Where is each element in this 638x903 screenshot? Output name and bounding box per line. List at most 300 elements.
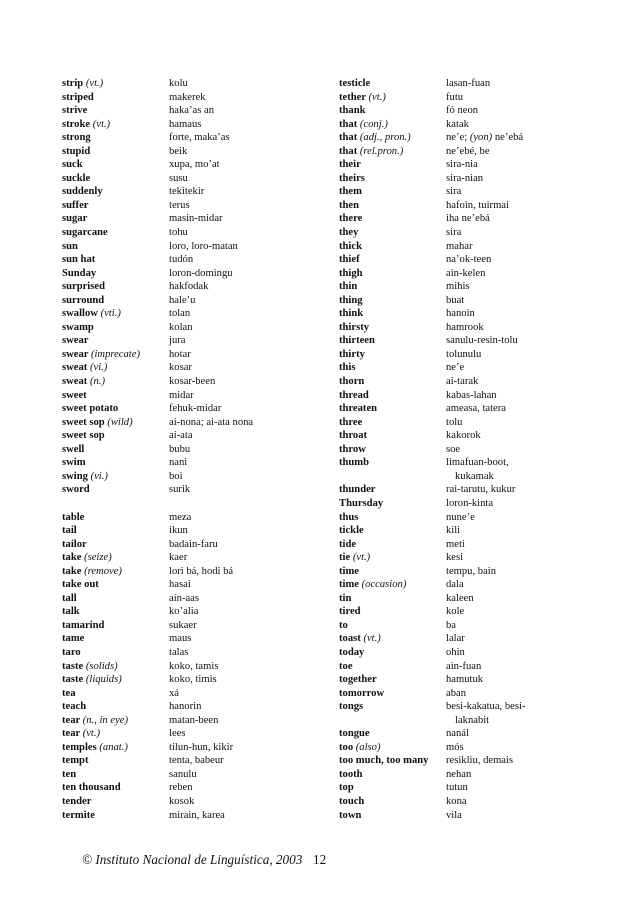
english-headword: [62, 741, 169, 755]
dictionary-entry: [339, 700, 599, 727]
english-headword: [339, 429, 446, 443]
english-headword: [62, 361, 169, 375]
headword-text: striped: [62, 91, 94, 103]
english-headword: [62, 700, 169, 714]
headword-text: suckle: [62, 172, 91, 184]
translation-text: sira-nian: [446, 172, 484, 184]
headword-text: sword: [62, 484, 90, 496]
tetum-translation: [446, 578, 599, 592]
dictionary-entry: [339, 321, 599, 335]
dictionary-entry: [62, 77, 320, 91]
tetum-translation: [169, 483, 320, 497]
dictionary-entry: [339, 118, 599, 132]
dictionary-entry: [339, 605, 599, 619]
tetum-translation: [446, 754, 599, 768]
headword-text: swallow: [62, 308, 98, 320]
dictionary-entry: [339, 809, 599, 823]
english-headword: [339, 334, 446, 348]
tetum-translation: [169, 104, 320, 118]
dictionary-entry: [339, 348, 599, 362]
headword-text: taste: [62, 674, 84, 686]
tetum-translation: [169, 199, 320, 213]
dictionary-entry: [339, 511, 599, 525]
translation-text: hale’u: [169, 294, 196, 306]
english-headword: [339, 443, 446, 457]
english-headword: [62, 727, 169, 741]
tetum-translation: [446, 795, 599, 809]
english-headword: [339, 646, 446, 660]
tetum-translation: [446, 497, 599, 511]
tetum-translation: [169, 402, 320, 416]
tetum-translation: [446, 307, 599, 321]
headword-text: town: [339, 809, 362, 821]
headword-text: thief: [339, 254, 360, 266]
translation-text: kili: [446, 525, 461, 537]
english-headword: [339, 226, 446, 240]
headword-text: sun hat: [62, 254, 96, 266]
tetum-translation: [169, 443, 320, 457]
grammar-note: (imprecate): [90, 348, 140, 360]
headword-text: swim: [62, 457, 86, 469]
translation-text: xá: [169, 687, 179, 699]
headword-text: sweat: [62, 362, 88, 374]
tetum-translation: [169, 619, 320, 633]
english-headword: [339, 754, 446, 768]
tetum-translation: [169, 632, 320, 646]
headword-text: table: [62, 511, 85, 523]
headword-text: thing: [339, 294, 363, 306]
grammar-note: (n.): [89, 376, 105, 388]
headword-text: time: [339, 579, 359, 591]
tetum-translation: [446, 619, 599, 633]
grammar-note: (vt.): [368, 91, 386, 103]
tetum-translation: [169, 185, 320, 199]
dictionary-entry: [339, 781, 599, 795]
headword-text: strong: [62, 132, 91, 144]
dictionary-entry: [339, 795, 599, 809]
translation-text: ai-ata: [169, 430, 193, 442]
tetum-translation: [169, 497, 320, 511]
headword-text: teach: [62, 701, 87, 713]
dictionary-entry: [62, 321, 320, 335]
translation-text: terus: [169, 199, 190, 211]
translation-text: kabas-lahan: [446, 389, 497, 401]
translation-text: ikun: [169, 525, 188, 537]
tetum-translation: [169, 91, 320, 105]
translation-text: ain-kelen: [446, 267, 486, 279]
dictionary-entry: [339, 592, 599, 606]
dictionary-entry: [339, 565, 599, 579]
english-headword: [339, 294, 446, 308]
translation-text: nanál: [446, 728, 469, 740]
translation-text: badain-faru: [169, 538, 218, 550]
english-headword: [62, 280, 169, 294]
english-headword: [62, 91, 169, 105]
english-headword: [62, 267, 169, 281]
headword-text: thank: [339, 105, 366, 117]
english-headword: [339, 687, 446, 701]
english-headword: [62, 592, 169, 606]
translation-text: hakfodak: [169, 281, 209, 293]
headword-text: throat: [339, 430, 368, 442]
dictionary-entry: [62, 551, 320, 565]
dictionary-entry: [339, 524, 599, 538]
english-headword: [339, 240, 446, 254]
translation-text: tolan: [169, 308, 191, 320]
dictionary-entry: [339, 131, 599, 145]
english-headword: [339, 524, 446, 538]
english-headword: [62, 118, 169, 132]
dictionary-entry: [62, 91, 320, 105]
tetum-translation: [169, 240, 320, 254]
translation-text: lori bá, hodi bá: [169, 565, 234, 577]
headword-text: toe: [339, 660, 353, 672]
grammar-note: (anat.): [99, 741, 128, 753]
headword-text: them: [339, 186, 362, 198]
english-headword: [62, 795, 169, 809]
english-headword: [339, 483, 446, 497]
english-headword: [62, 253, 169, 267]
headword-text: tin: [339, 592, 352, 604]
english-headword: [62, 632, 169, 646]
headword-text: that: [339, 145, 358, 157]
translation-text: soe: [446, 443, 461, 455]
tetum-translation: [169, 212, 320, 226]
dictionary-entry: [62, 497, 320, 511]
headword-text: tongs: [339, 701, 364, 713]
tetum-translation: [446, 673, 599, 687]
headword-text: tame: [62, 633, 85, 645]
english-headword: [339, 348, 446, 362]
english-headword: [62, 199, 169, 213]
dictionary-entry: [62, 456, 320, 470]
tetum-translation: [446, 768, 599, 782]
tetum-translation: [446, 443, 599, 457]
headword-text: threaten: [339, 403, 378, 415]
headword-text: to: [339, 619, 348, 631]
headword-text: tail: [62, 525, 77, 537]
dictionary-entry: [339, 212, 599, 226]
tetum-translation: [446, 145, 599, 159]
dictionary-entry: [62, 592, 320, 606]
tetum-translation: [169, 781, 320, 795]
dictionary-entry: [339, 443, 599, 457]
dictionary-entry: [62, 511, 320, 525]
tetum-translation: [446, 483, 599, 497]
headword-text: three: [339, 416, 363, 428]
dictionary-entry: [62, 334, 320, 348]
translation-text: jura: [169, 335, 186, 347]
headword-text: tempt: [62, 755, 89, 767]
tetum-translation: [446, 212, 599, 226]
tetum-translation: [446, 727, 599, 741]
translation-text: lalar: [446, 633, 465, 645]
headword-text: ten: [62, 768, 77, 780]
tetum-translation: [169, 226, 320, 240]
headword-text: toast: [339, 633, 361, 645]
english-headword: [339, 375, 446, 389]
tetum-translation: [446, 700, 599, 727]
translation-text: fehuk-midar: [169, 403, 222, 415]
english-headword: [339, 565, 446, 579]
headword-text: take: [62, 552, 82, 564]
dictionary-entry: [339, 768, 599, 782]
grammar-note: (liquids): [85, 674, 122, 686]
headword-text: too: [339, 741, 354, 753]
tetum-translation: [446, 199, 599, 213]
english-headword: [62, 578, 169, 592]
translation-text: tolu: [446, 416, 463, 428]
dictionary-entry: [339, 497, 599, 511]
tetum-translation: [446, 375, 599, 389]
headword-text: Sunday: [62, 267, 97, 279]
tetum-translation: [169, 565, 320, 579]
dictionary-entry: [339, 646, 599, 660]
dictionary-entry: [62, 172, 320, 186]
translation-text: boi: [169, 470, 183, 482]
dictionary-entry: [62, 185, 320, 199]
translation-text: aban: [446, 687, 466, 699]
dictionary-entry: [339, 91, 599, 105]
dictionary-entry: [339, 687, 599, 701]
headword-text: they: [339, 227, 359, 239]
tetum-translation: [446, 781, 599, 795]
translation-text: ne’ebé, be: [446, 145, 490, 157]
translation-text: dala: [446, 579, 464, 591]
grammar-note: (n., in eye): [82, 714, 128, 726]
dictionary-entry: [339, 185, 599, 199]
dictionary-entry: [339, 199, 599, 213]
grammar-note: (vt.): [85, 78, 104, 89]
english-headword: [339, 402, 446, 416]
dictionary-entry: [339, 158, 599, 172]
dictionary-entry: [62, 578, 320, 592]
grammar-note: (adj., pron.): [359, 132, 411, 144]
headword-text: sugarcane: [62, 227, 108, 239]
english-headword: [339, 321, 446, 335]
translation-text: sira: [446, 186, 462, 198]
headword-text: swing: [62, 470, 88, 482]
headword-text: ten thousand: [62, 782, 121, 794]
grammar-note: (vti.): [100, 308, 121, 320]
translation-text: kolu: [169, 78, 188, 89]
translation-text: buat: [446, 294, 465, 306]
headword-text: top: [339, 782, 354, 794]
tetum-translation: [446, 267, 599, 281]
headword-text: thirteen: [339, 335, 375, 347]
headword-text: termite: [62, 809, 95, 821]
dictionary-entry: [62, 294, 320, 308]
dictionary-entry: [339, 456, 599, 483]
translation-text: limafuan-boot,: [446, 457, 509, 469]
translation-text: lasan-fuan: [446, 78, 491, 89]
headword-text: thread: [339, 389, 369, 401]
tetum-translation: [446, 361, 599, 375]
english-headword: [62, 185, 169, 199]
tetum-translation: [169, 646, 320, 660]
translation-text: tudón: [169, 254, 194, 266]
translation-text: sira-nia: [446, 159, 478, 171]
english-headword: [62, 158, 169, 172]
tetum-translation: [169, 511, 320, 525]
translation-text: lees: [169, 728, 186, 740]
headword-text: tomorrow: [339, 687, 385, 699]
headword-text: testicle: [339, 78, 371, 89]
dictionary-entry: [339, 307, 599, 321]
headword-text: that: [339, 118, 358, 130]
translation-text: futu: [446, 91, 464, 103]
tetum-translation: [169, 429, 320, 443]
tetum-translation: [169, 348, 320, 362]
translation-text: ohin: [446, 646, 465, 658]
english-headword: [62, 334, 169, 348]
english-headword: [62, 212, 169, 226]
headword-text: swear: [62, 335, 89, 347]
tetum-translation: [446, 158, 599, 172]
headword-text: tongue: [339, 728, 370, 740]
headword-text: tear: [62, 714, 81, 726]
headword-text: surround: [62, 294, 105, 306]
dictionary-entry: [339, 660, 599, 674]
translation-text: matan-been: [169, 714, 219, 726]
dictionary-entry: [62, 158, 320, 172]
tetum-translation: [446, 240, 599, 254]
dictionary-entry: [62, 118, 320, 132]
dictionary-entry: [62, 727, 320, 741]
dictionary-entry: [339, 375, 599, 389]
tetum-translation: [169, 768, 320, 782]
english-headword: [62, 619, 169, 633]
headword-text: together: [339, 674, 377, 686]
dictionary-entry: [62, 524, 320, 538]
translation-text: koko, tamis: [169, 660, 219, 672]
english-headword: [339, 660, 446, 674]
dictionary-entry: [62, 389, 320, 403]
dictionary-entry: [62, 809, 320, 823]
english-headword: [339, 267, 446, 281]
english-headword: [339, 700, 446, 727]
tetum-translation: [169, 687, 320, 701]
grammar-note: (yon): [469, 132, 493, 144]
headword-text: thirty: [339, 348, 365, 360]
translation-text: kesi: [446, 552, 464, 564]
translation-text: tekitekir: [169, 186, 205, 198]
headword-text: tide: [339, 538, 357, 550]
english-headword: [339, 727, 446, 741]
english-headword: [339, 361, 446, 375]
grammar-note: (rel.pron.): [359, 145, 404, 157]
headword-text: talk: [62, 606, 80, 618]
dictionary-entry: [62, 226, 320, 240]
english-headword: [62, 551, 169, 565]
headword-text: time: [339, 565, 359, 577]
dictionary-entry: [62, 768, 320, 782]
dictionary-entry: [339, 551, 599, 565]
dictionary-entry: [339, 280, 599, 294]
tetum-translation: [446, 605, 599, 619]
tetum-translation: [446, 389, 599, 403]
tetum-translation: [446, 402, 599, 416]
english-headword: [62, 375, 169, 389]
headword-text: Thursday: [339, 497, 384, 509]
english-headword: [62, 307, 169, 321]
dictionary-entry: [339, 727, 599, 741]
tetum-translation: [169, 795, 320, 809]
english-headword: [62, 456, 169, 470]
dictionary-entry: [62, 240, 320, 254]
dictionary-entry: [62, 131, 320, 145]
translation-text: kaer: [169, 552, 188, 564]
english-headword: [62, 605, 169, 619]
tetum-translation: [446, 280, 599, 294]
english-headword: [339, 795, 446, 809]
headword-text: there: [339, 213, 363, 225]
translation-text: hamaus: [169, 118, 202, 130]
translation-text: ai-tarak: [446, 376, 479, 388]
translation-text: sanulu-resin-tolu: [446, 335, 518, 347]
translation-text: meti: [446, 538, 465, 550]
translation-text: sukaer: [169, 619, 197, 631]
english-headword: [339, 389, 446, 403]
tetum-translation: [446, 538, 599, 552]
headword-text: suffer: [62, 199, 89, 211]
dictionary-entry: [339, 402, 599, 416]
translation-text: kole: [446, 606, 465, 618]
english-headword: [62, 754, 169, 768]
translation-text: ain-fuan: [446, 660, 482, 672]
tetum-translation: [446, 565, 599, 579]
translation-text: ai-nona; ai-ata nona: [169, 416, 254, 428]
tetum-translation: [446, 429, 599, 443]
english-headword: [339, 632, 446, 646]
translation-text: mós: [446, 741, 464, 753]
dictionary-entry: [339, 619, 599, 633]
headword-text: sweet sop: [62, 416, 105, 428]
headword-text: sweet sop: [62, 430, 105, 442]
english-headword: [339, 741, 446, 755]
english-headword: [62, 104, 169, 118]
translation-text: nehan: [446, 768, 472, 780]
english-headword: [62, 497, 169, 511]
english-headword: [339, 118, 446, 132]
page-number: 12: [313, 852, 327, 867]
translation-text: iha ne’ebá: [446, 213, 490, 225]
dictionary-entry: [62, 361, 320, 375]
translation-text: nani: [169, 457, 188, 469]
footer-copyright: © Instituto Nacional de Linguística, 2003: [82, 852, 303, 867]
english-headword: [339, 172, 446, 186]
english-headword: [62, 768, 169, 782]
headword-text: tether: [339, 91, 366, 103]
headword-text: sweat: [62, 376, 88, 388]
dictionary-entry: [62, 267, 320, 281]
tetum-translation: [446, 524, 599, 538]
headword-text: taste: [62, 660, 84, 672]
tetum-translation: [446, 660, 599, 674]
tetum-translation: [169, 375, 320, 389]
translation-text: ameasa, tatera: [446, 403, 506, 415]
tetum-translation: [446, 456, 599, 483]
translation-text: sira: [446, 227, 462, 239]
grammar-note: (vt.): [352, 552, 371, 564]
dictionary-entry: [339, 673, 599, 687]
translation-text: tenta, babeur: [169, 755, 224, 767]
translation-text: tilun-hun, kikir: [169, 741, 234, 753]
tetum-translation: [169, 727, 320, 741]
dictionary-entry: [62, 348, 320, 362]
dictionary-entry: [62, 632, 320, 646]
grammar-note: (vi.): [89, 362, 108, 374]
